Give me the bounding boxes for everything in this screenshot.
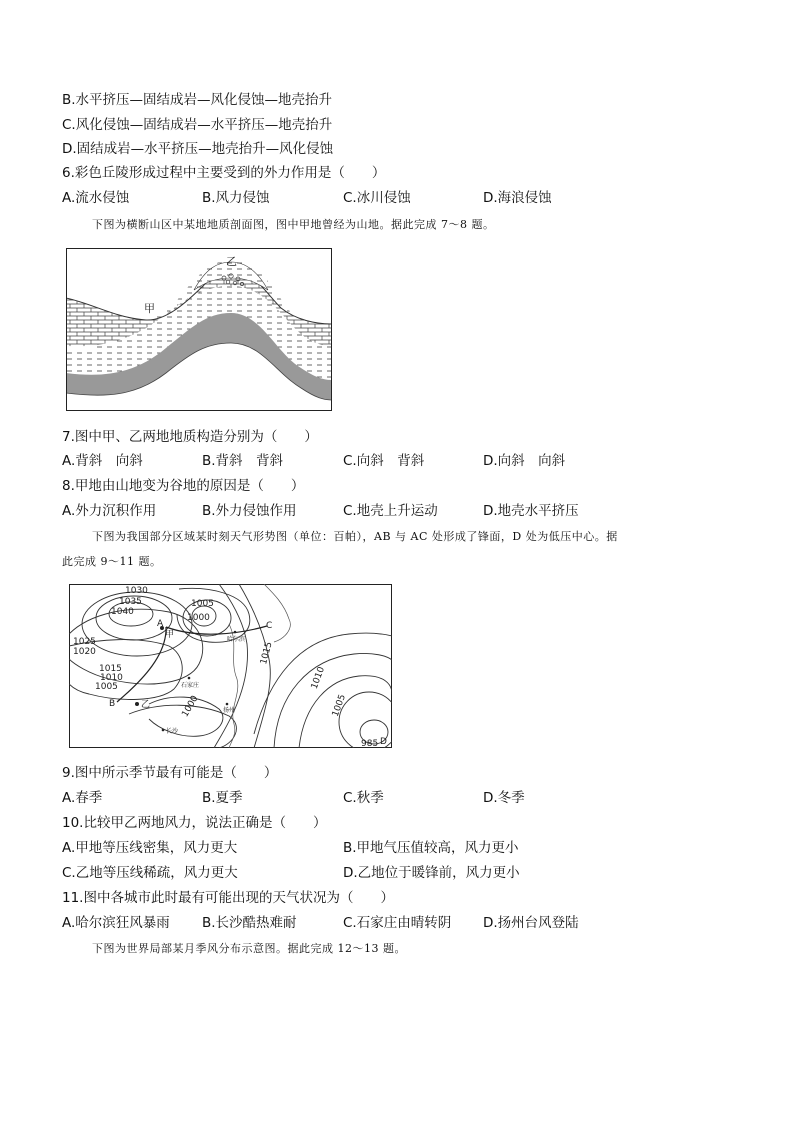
q8-option-d[interactable]: D.地壳水平挤压	[483, 503, 579, 519]
intro-9-11-line2: 此完成 9～11 题。	[62, 555, 162, 568]
q10-option-c[interactable]: C.乙地等压线稀疏，风力更大	[62, 865, 238, 881]
q9-option-b[interactable]: B.夏季	[202, 790, 243, 806]
isobar-label: 1010	[100, 673, 123, 683]
q7-option-d[interactable]: D.向斜 向斜	[483, 453, 566, 469]
q7-option-c[interactable]: C.向斜 背斜	[343, 453, 425, 469]
q10-option-b[interactable]: B.甲地气压值较高，风力更小	[343, 840, 519, 856]
city-label: 长沙	[166, 728, 179, 735]
q11-option-b[interactable]: B.长沙酷热难耐	[202, 915, 297, 931]
isobar-label: 1010	[309, 665, 327, 691]
option-line-c: C.风化侵蚀—固结成岩—水平挤压—地壳抬升	[62, 117, 333, 133]
option-line-b: B.水平挤压—固结成岩—风化侵蚀—地壳抬升	[62, 92, 333, 108]
isobar-label: 1005	[330, 693, 349, 719]
isobar-label: 1005	[95, 682, 118, 692]
point-c: C	[266, 621, 273, 631]
city-label: 扬州	[223, 707, 236, 714]
label-jia: 甲	[144, 302, 155, 315]
city-label: 石家庄	[181, 682, 200, 689]
q11-option-d[interactable]: D.扬州台风登陆	[483, 915, 579, 931]
geologic-section-figure	[66, 248, 332, 411]
isobar-label: 1025	[73, 637, 96, 647]
label-yi: 乙	[226, 255, 237, 268]
point-a: A	[157, 619, 164, 629]
point-d: D	[380, 737, 387, 747]
q6-option-a[interactable]: A.流水侵蚀	[62, 190, 130, 206]
q7-option-a[interactable]: A.背斜 向斜	[62, 453, 143, 469]
q10-option-d[interactable]: D.乙地位于暖锋前，风力更小	[343, 865, 520, 881]
isobar-label: 1015	[259, 640, 275, 666]
option-line-d: D.固结成岩—水平挤压—地壳抬升—风化侵蚀	[62, 141, 334, 157]
q6-option-b[interactable]: B.风力侵蚀	[202, 190, 270, 206]
q8-option-a[interactable]: A.外力沉积作用	[62, 503, 157, 519]
q11-option-c[interactable]: C.石家庄由晴转阴	[343, 915, 452, 931]
point-yi: 乙	[141, 700, 151, 710]
q9-stem: 9.图中所示季节最有可能是（ ）	[62, 765, 278, 781]
q6-option-c[interactable]: C.冰川侵蚀	[343, 190, 411, 206]
q8-option-b[interactable]: B.外力侵蚀作用	[202, 503, 297, 519]
intro-12-13: 下图为世界局部某月季风分布示意图。据此完成 12～13 题。	[92, 942, 406, 955]
q8-stem: 8.甲地由山地变为谷地的原因是（ ）	[62, 478, 305, 494]
q9-option-a[interactable]: A.春季	[62, 790, 103, 806]
q6-option-d[interactable]: D.海浪侵蚀	[483, 190, 552, 206]
q6-stem: 6.彩色丘陵形成过程中主要受到的外力作用是（ ）	[62, 165, 386, 181]
isobar-label: 1000	[187, 613, 210, 623]
isobar-label: 1030	[125, 586, 148, 596]
q10-stem: 10.比较甲乙两地风力，说法正确是（ ）	[62, 815, 327, 831]
q11-stem: 11.图中各城市此时最有可能出现的天气状况为（ ）	[62, 890, 394, 906]
q7-option-b[interactable]: B.背斜 背斜	[202, 453, 284, 469]
q7-stem: 7.图中甲、乙两地地质构造分别为（ ）	[62, 429, 318, 445]
point-b: B	[109, 699, 116, 709]
q8-option-c[interactable]: C.地壳上升运动	[343, 503, 438, 519]
isobar-label: 985	[361, 739, 379, 748]
q11-option-a[interactable]: A.哈尔滨狂风暴雨	[62, 915, 170, 931]
point-jia: 甲	[165, 630, 175, 640]
isobar-label: 1035	[119, 597, 142, 607]
isobar-label: 1000	[180, 694, 201, 719]
isobar-label: 1005	[191, 599, 214, 609]
q10-option-a[interactable]: A.甲地等压线密集，风力更大	[62, 840, 238, 856]
intro-7-8: 下图为横断山区中某地地质剖面图，图中甲地曾经为山地。据此完成 7～8 题。	[92, 218, 495, 231]
intro-9-11-line1: 下图为我国部分区域某时刻天气形势图（单位：百帕），AB 与 AC 处形成了锋面，D 处为低压中心。据	[92, 530, 618, 543]
isobar-label: 1040	[111, 607, 134, 617]
q9-option-d[interactable]: D.冬季	[483, 790, 525, 806]
city-label: 哈尔滨	[227, 636, 246, 643]
isobar-label: 1015	[99, 664, 122, 674]
isobar-label: 1020	[73, 647, 96, 657]
weather-map-figure	[69, 584, 392, 748]
q9-option-c[interactable]: C.秋季	[343, 790, 384, 806]
